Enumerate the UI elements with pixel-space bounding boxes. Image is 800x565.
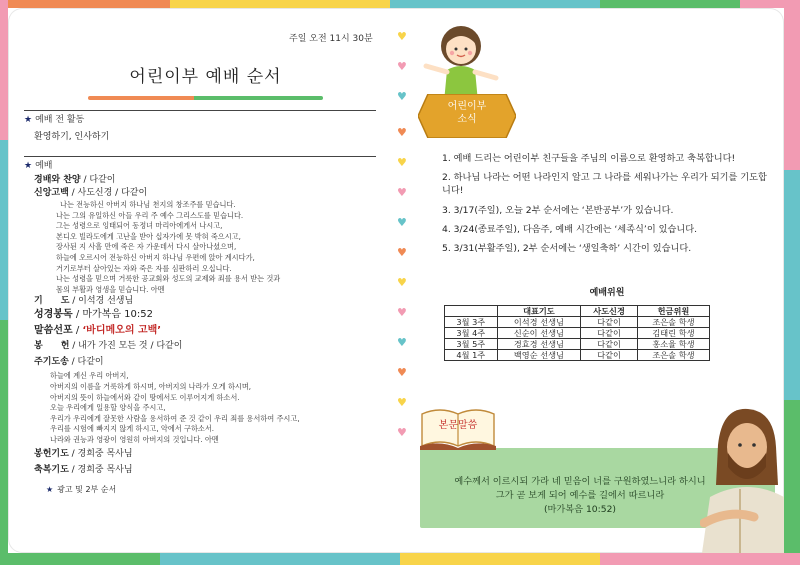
table-cell: 신순이 선생님	[497, 328, 581, 339]
pre-worship-item: 환영하기, 인사하기	[34, 132, 110, 142]
heart-icon: ♥	[397, 276, 407, 289]
heart-icon: ♥	[397, 426, 407, 439]
heart-icon: ♥	[397, 366, 407, 379]
divider	[24, 110, 376, 111]
table-cell: 경효경 선생님	[497, 339, 581, 350]
news-item: 3. 3/17(주일), 오늘 2부 순서에는 ‘본반공부’가 있습니다.	[442, 204, 674, 216]
news-item: 1. 예배 드리는 어린이부 친구들을 주님의 이름으로 환영하고 축복합니다!	[442, 153, 736, 164]
order-sermon: 말씀선포 / ‘바디메오의 고백’	[34, 325, 162, 337]
pre-worship-heading: ★ 예배 전 활동	[24, 115, 85, 125]
heart-icon: ♥	[397, 336, 407, 349]
table-row	[445, 350, 710, 361]
verse-text: 예수께서 이르시되 가라 네 믿음이 너를 구원하였느니라 하시니 그가 곧 보게 되어 예수를 길에서 따르니라 (마가복음 10:52)	[454, 476, 706, 515]
heart-icon: ♥	[397, 126, 407, 139]
table-cell: 다같이	[581, 339, 638, 350]
table-header-row	[445, 306, 710, 317]
table-cell: 조은솔 학생	[637, 317, 709, 328]
table-header-cell: 대표기도	[497, 306, 581, 317]
table-header-cell: 헌금위원	[637, 306, 709, 317]
table-cell: 백영순 선생님	[497, 350, 581, 361]
table-header-cell	[445, 306, 498, 317]
news-item: 2. 하나님 나라는 어떤 나라인지 알고 그 나라를 세워나가는 우리가 되기를 기도합니다!	[442, 172, 767, 197]
heart-icon: ♥	[397, 30, 407, 43]
table-row	[445, 339, 710, 350]
order-creed: 신앙고백 / 사도신경 / 다같이	[34, 188, 148, 198]
girl-illustration	[420, 22, 502, 102]
service-time: 주일 오전 11시 30분	[289, 34, 373, 44]
heart-icon: ♥	[397, 246, 407, 259]
table-cell: 다같이	[581, 350, 638, 361]
worship-heading: ★ 예배	[24, 161, 53, 171]
order-reading: 성경봉독 / 마가복음 10:52	[34, 309, 154, 321]
heart-icon: ♥	[397, 306, 407, 319]
table-cell: 다같이	[581, 328, 638, 339]
heart-icon: ♥	[397, 396, 407, 409]
news-badge-label: 어린이부 소식	[447, 101, 487, 125]
table-cell: 이석경 선생님	[497, 317, 581, 328]
heart-icon: ♥	[397, 156, 407, 169]
order-closing-prayer: 봉헌기도 / 경희중 목사님	[34, 448, 133, 459]
duty-table-title: 예배위원	[589, 288, 625, 298]
worship-order	[24, 110, 376, 530]
order-prayer: 기 도 / 이석경 선생님	[34, 296, 134, 307]
table-header-cell: 사도신경	[581, 306, 638, 317]
table-cell: 다같이	[581, 317, 638, 328]
lords-prayer-text: 하늘에 계신 우리 아버지, 아버지의 이름을 거룩하게 하시며, 아버지의 나라가 오게 하시며, 아버지의 뜻이 하늘에서와 같이 땅에서도 이루어지게 하소서. 오늘 우리에게 일용할 양식을 주시고, 우리가 우리에게 잘못한 사람을 용서하여 준 것 같이 우리 죄를 용서하여 주시고, 우리를 시험에 빠지지 않게 하시고, 악에서 구하소서. 나라와 권능과 영광이 영원히 아버지의 것입니다. 아멘	[50, 371, 300, 444]
news-item: 5. 3/31(부활주일), 2부 순서에는 ‘생일축하’ 시간이 있습니다.	[442, 243, 692, 255]
order-praise: 경배와 찬양 / 다같이	[34, 175, 116, 185]
star-icon: ★	[24, 115, 33, 125]
duty-table	[444, 305, 710, 361]
page-title: 어린이부 예배 순서	[129, 67, 282, 87]
table-cell: 홍소율 학생	[637, 339, 709, 350]
heart-icon: ♥	[397, 60, 407, 73]
order-benediction: 축복기도 / 경희중 목사님	[34, 464, 133, 475]
star-icon: ★	[46, 484, 54, 494]
table-cell: 4월 1주	[445, 350, 498, 361]
table-cell: 3월 3주	[445, 317, 498, 328]
apostles-creed-text: 나는 전능하신 아버지 하나님 천지의 창조주를 믿습니다. 나는 그의 유일하신 아들 우리 주 예수 그리스도를 믿습니다. 그는 성령으로 잉태되어 동정녀 마리아에게서 나시고, 본디오 빌라도에게 고난을 받아 십자가에 못 박혀 죽으시고, 장사된 지 사흘 만에 죽은 자 가운데서 다시 살아나셨으며, 하늘에 오르시어 전능하신 아버지 하나님 우편에 앉아 계시다가, 거기로부터 살아있는 자와 죽은 자를 심판하러 오십니다. 나는 성령을 믿으며 거룩한 공교회와 성도의 교제와 죄를 용서 받는 것과 몸의 부활과 영생을 믿습니다. 아멘	[56, 200, 281, 294]
heart-icon: ♥	[397, 216, 407, 229]
verse-label: 본문말씀	[438, 420, 478, 431]
news-item: 4. 3/24(종료주일), 다음주, 예배 시간에는 ‘세족식’이 있습니다.	[442, 223, 698, 235]
heart-icon: ♥	[397, 90, 407, 103]
divider	[24, 156, 376, 157]
table-row	[445, 317, 710, 328]
table-cell: 김태린 학생	[637, 328, 709, 339]
heart-icon: ♥	[397, 186, 407, 199]
star-icon: ★	[24, 161, 33, 171]
order-lords-prayer: 주기도송 / 다같이	[34, 357, 104, 368]
table-cell: 조은솔 학생	[637, 350, 709, 361]
table-cell: 3월 5주	[445, 339, 498, 350]
table-cell: 3월 4주	[445, 328, 498, 339]
jesus-illustration	[700, 405, 784, 553]
closing-note: ★ 광고 및 2부 순서	[46, 484, 117, 494]
news-list	[442, 152, 772, 261]
table-row	[445, 328, 710, 339]
title-underline	[88, 96, 323, 100]
order-offering: 봉 헌 / 내가 가진 모든 것 / 다같이	[34, 341, 183, 352]
